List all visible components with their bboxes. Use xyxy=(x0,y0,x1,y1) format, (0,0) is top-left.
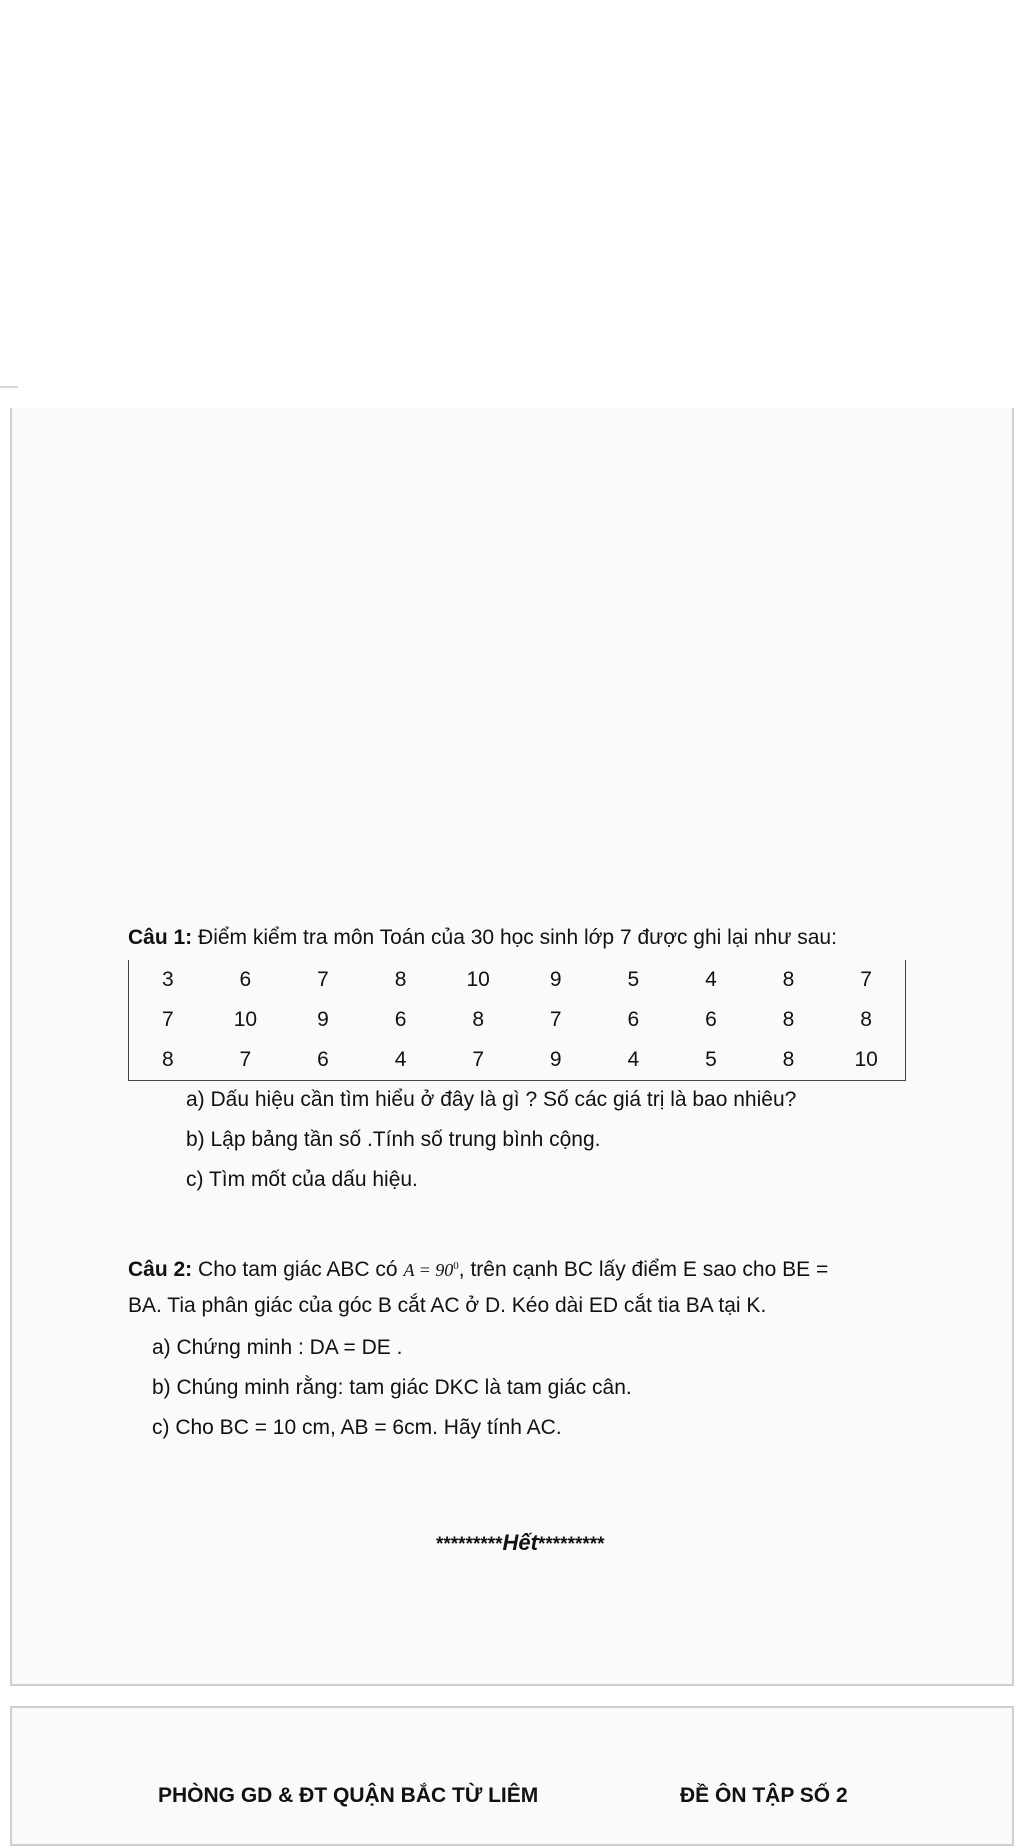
score-cell: 9 xyxy=(549,968,562,991)
score-cell: 8 xyxy=(161,1048,174,1071)
score-cell: 6 xyxy=(239,968,252,991)
score-cell: 8 xyxy=(394,968,407,991)
score-cell: 7 xyxy=(472,1048,485,1071)
score-cell: 4 xyxy=(394,1048,407,1071)
score-cell: 7 xyxy=(549,1008,562,1031)
question-2-label: Câu 2: xyxy=(128,1258,193,1281)
score-row xyxy=(129,960,906,1000)
question-2-line-2: BA. Tia phân giác của góc B cắt AC ở D. Kéo dài ED cắt tia BA tại K. xyxy=(128,1294,767,1317)
question-1-item-a: a) Dấu hiệu cần tìm hiểu ở đây là gì ? Số các giá trị là bao nhiêu? xyxy=(186,1088,797,1111)
score-cell: 3 xyxy=(161,968,174,991)
question-1-item-c: c) Tìm mốt của dấu hiệu. xyxy=(186,1168,418,1191)
score-cell: 10 xyxy=(233,1008,258,1031)
score-cell: 5 xyxy=(705,1048,717,1071)
score-cell: 6 xyxy=(317,1048,329,1071)
angle-formula-degree: 0 xyxy=(453,1260,459,1272)
question-2-heading xyxy=(128,1252,828,1284)
score-cell: 7 xyxy=(239,1048,252,1071)
end-stars-left: ********* xyxy=(436,1534,503,1555)
score-cell: 8 xyxy=(782,1048,795,1071)
score-cell: 6 xyxy=(627,1008,640,1031)
score-cell: 10 xyxy=(466,968,490,991)
score-cell: 6 xyxy=(705,1008,717,1031)
score-cell: 7 xyxy=(860,968,872,991)
end-stars-right: ********* xyxy=(538,1534,605,1555)
question-2-item-c: c) Cho BC = 10 cm, AB = 6cm. Hãy tính AC. xyxy=(152,1416,562,1439)
score-cell: 8 xyxy=(782,1008,795,1031)
question-2-text: Cho tam giác ABC có xyxy=(192,1258,404,1281)
score-row xyxy=(129,1040,906,1081)
score-table xyxy=(128,960,906,1081)
score-cell: 4 xyxy=(627,1048,640,1071)
score-cell: 4 xyxy=(705,968,717,991)
score-cell: 9 xyxy=(317,1008,329,1031)
question-1-heading xyxy=(128,924,837,952)
question-1-label: Câu 1: xyxy=(128,926,193,949)
question-2-text-after: , trên cạnh BC lấy điểm E sao cho BE = xyxy=(458,1258,829,1281)
end-word: Hết xyxy=(502,1530,538,1555)
score-cell: 7 xyxy=(317,968,329,991)
question-1-text: Điểm kiểm tra môn Toán của 30 học sinh lớp 7 được ghi lại như sau: xyxy=(192,926,837,949)
document-page-2 xyxy=(10,1706,1014,1846)
school-header: PHÒNG GD & ĐT QUẬN BẮC TỪ LIÊM xyxy=(158,1784,539,1807)
score-cell: 8 xyxy=(782,968,795,991)
score-cell: 5 xyxy=(627,968,640,991)
question-2-item-a: a) Chứng minh : DA = DE . xyxy=(152,1336,403,1359)
exam-title: ĐỀ ÔN TẬP SỐ 2 xyxy=(680,1784,848,1807)
question-1-item-b: b) Lập bảng tần số .Tính số trung bình cộng. xyxy=(186,1128,601,1151)
score-cell: 8 xyxy=(472,1008,485,1031)
score-cell: 10 xyxy=(854,1048,878,1071)
page-edge-mark xyxy=(0,386,18,388)
score-cell: 6 xyxy=(394,1008,407,1031)
score-cell: 9 xyxy=(549,1048,562,1071)
score-row xyxy=(129,1000,906,1040)
score-cell: 8 xyxy=(860,1008,872,1031)
end-marker xyxy=(436,1530,605,1556)
angle-formula-base: A = 90 xyxy=(403,1260,454,1280)
question-2-item-b: b) Chúng minh rằng: tam giác DKC là tam giác cân. xyxy=(152,1376,632,1399)
angle-formula xyxy=(403,1260,458,1280)
score-cell: 7 xyxy=(161,1008,174,1031)
